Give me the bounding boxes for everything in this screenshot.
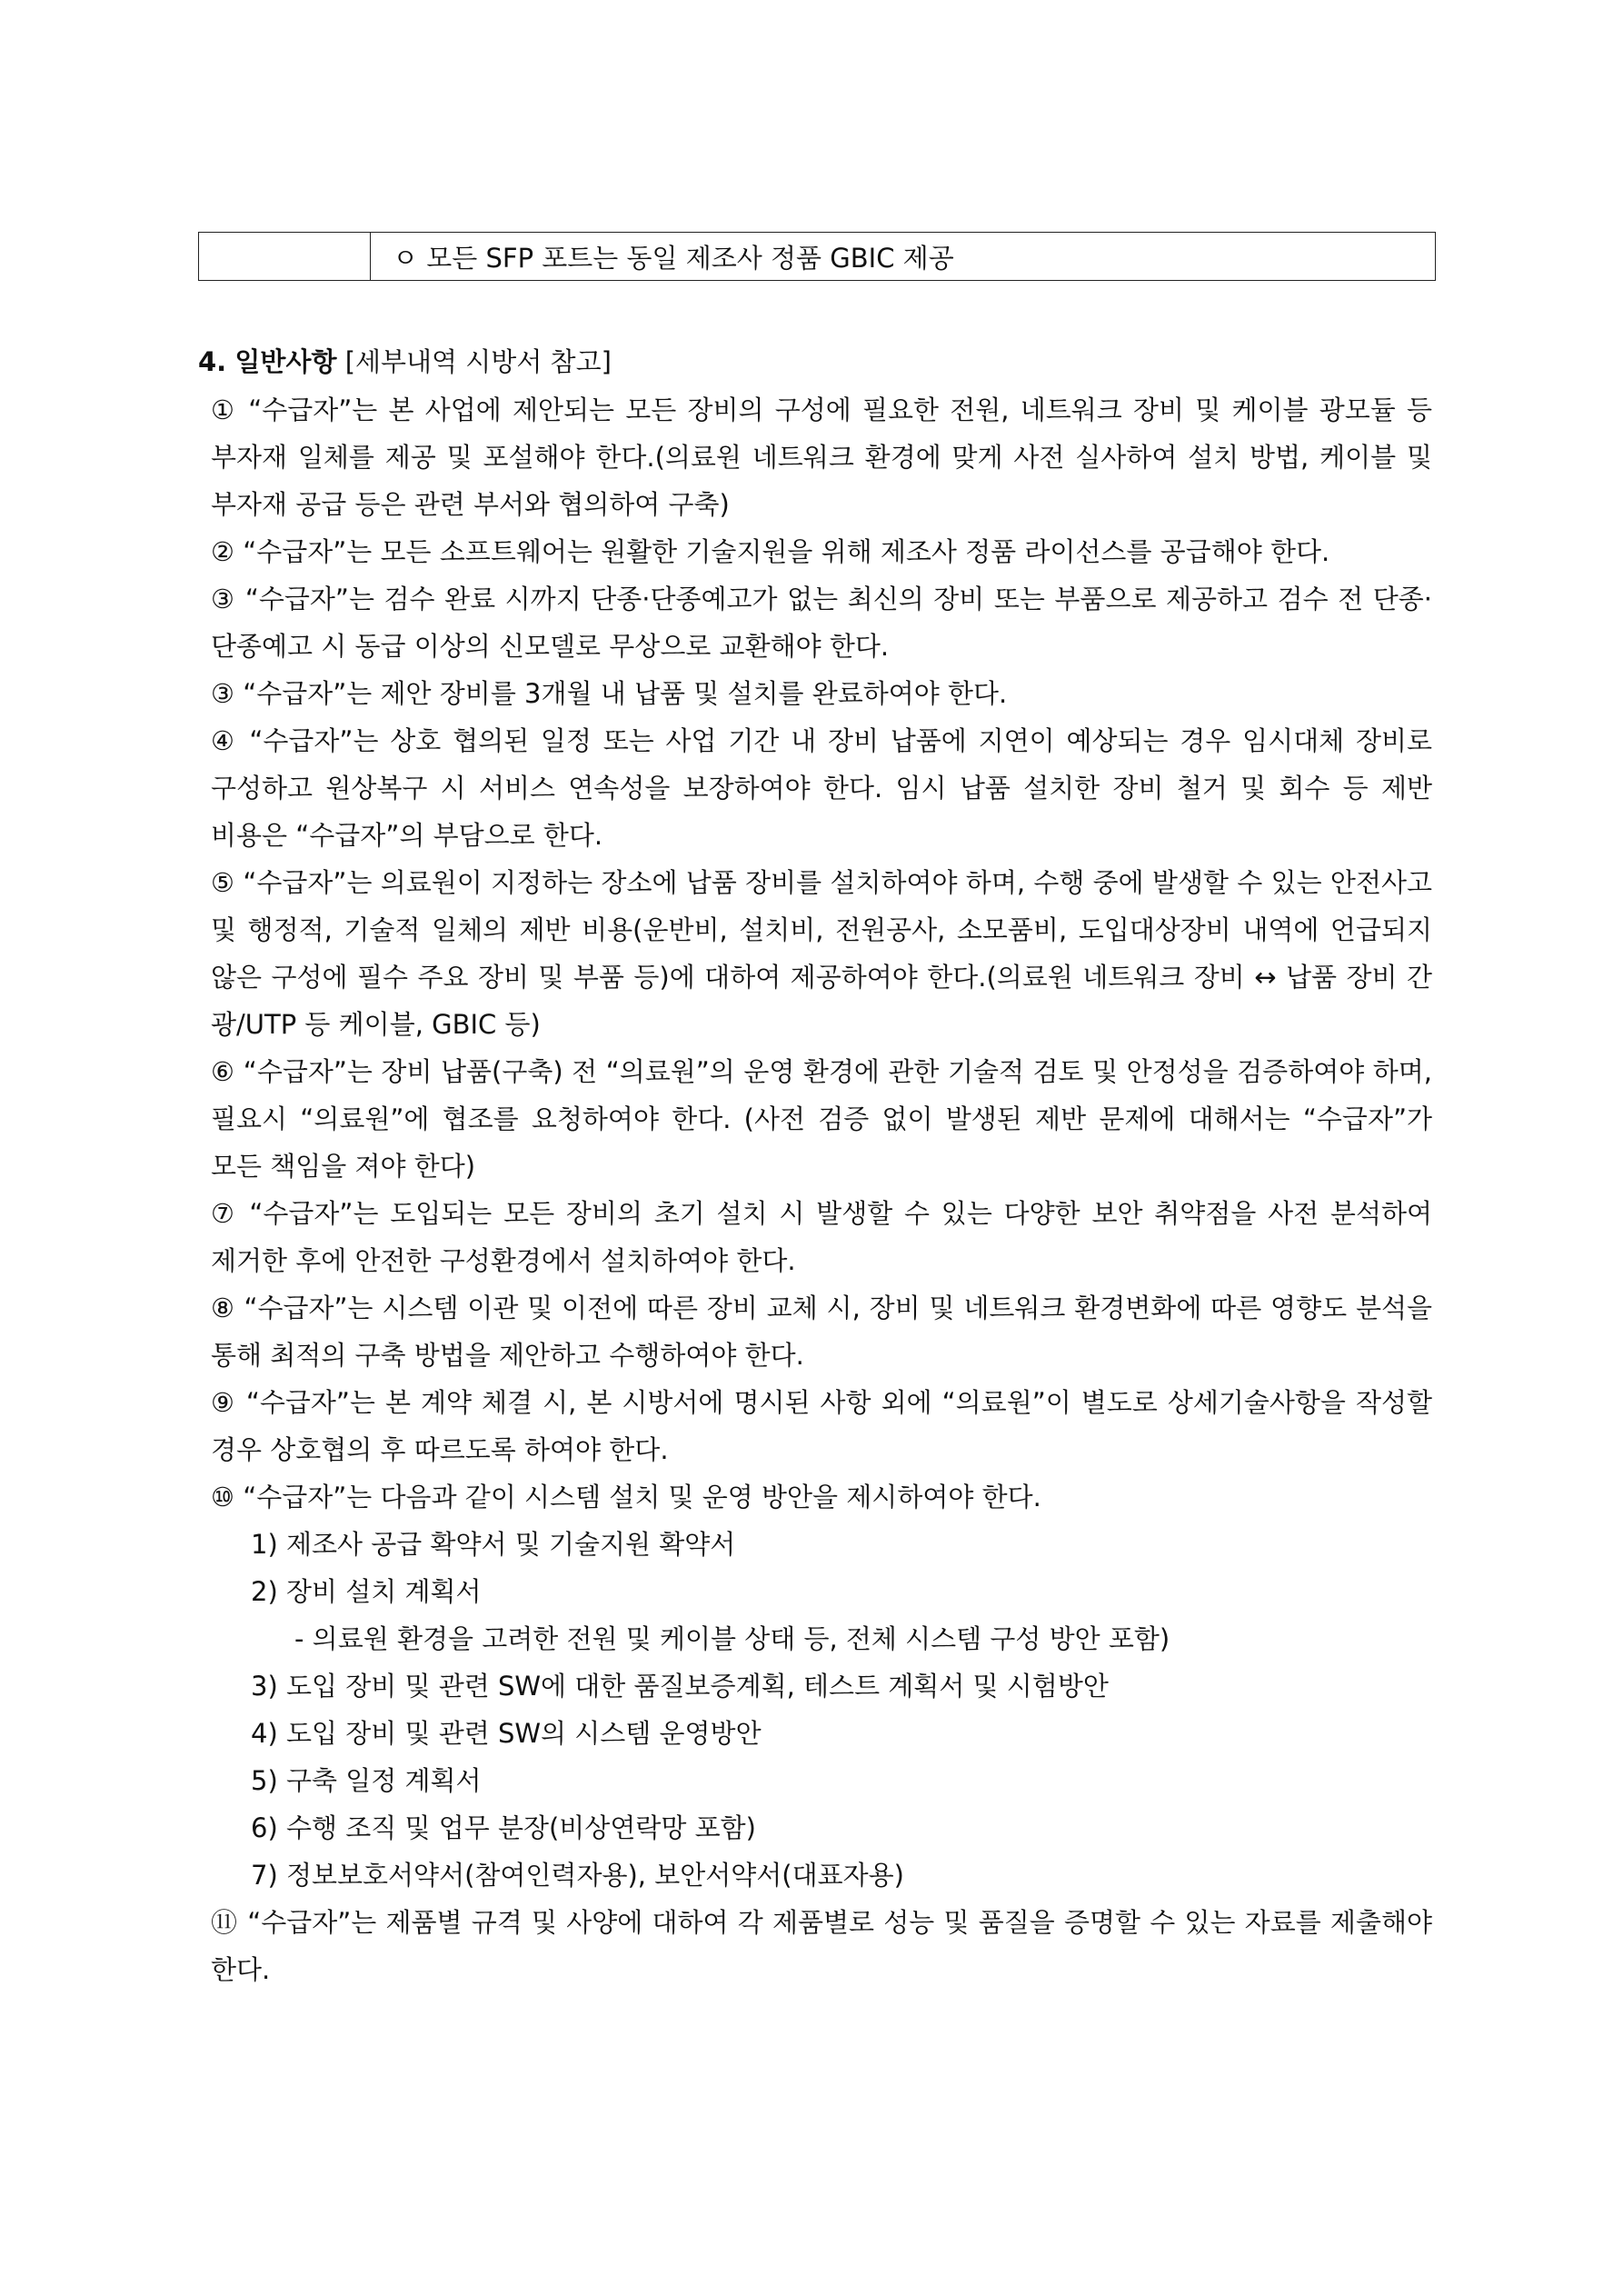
paragraph-11: ⑩ “수급자”는 다음과 같이 시스템 설치 및 운영 방안을 제시하여야 한다.	[211, 1482, 1041, 1512]
table-cell-spec: ㅇ 모든 SFP 포트는 동일 제조사 정품 GBIC 제공	[371, 233, 1436, 281]
paragraph-10: ⑨ “수급자”는 본 계약 체결 시, 본 시방서에 명시된 사항 외에 “의료원”이 별도로 상세기술사항을 작성할 경우 상호협의 후 따르도록 하여야 한다.	[211, 1387, 1432, 1465]
document-page	[198, 232, 1432, 1993]
list-item: - 의료원 환경을 고려한 전원 및 케이블 상태 등, 전체 시스템 구성 방안 포함)	[294, 1623, 1170, 1654]
list-item: 5) 구축 일정 계획서	[251, 1765, 482, 1796]
spec-table	[198, 232, 1436, 281]
section-note: [세부내역 시방서 참고]	[344, 346, 612, 377]
paragraph-1: ① “수급자”는 본 사업에 제안되는 모든 장비의 구성에 필요한 전원, 네트워크 장비 및 케이블 광모듈 등 부자재 일체를 제공 및 포설해야 한다.(의료원 네트워크 환경에 맞게 사전 실사하여 설치 방법, 케이블 및 부자재 공급 등은 관련 부서와 협의하여 구축)	[211, 394, 1432, 520]
paragraph-3: ③ “수급자”는 검수 완료 시까지 단종·단종예고가 없는 최신의 장비 또는 부품으로 제공하고 검수 전 단종·단종예고 시 동급 이상의 신모델로 무상으로 교환해야 한다.	[211, 584, 1432, 662]
paragraph-4: ③ “수급자”는 제안 장비를 3개월 내 납품 및 설치를 완료하여야 한다.	[211, 678, 1008, 709]
list-item: 7) 정보보호서약서(참여인력자용), 보안서약서(대표자용)	[251, 1860, 904, 1891]
list-item: 3) 도입 장비 및 관련 SW에 대한 품질보증계획, 테스트 계획서 및 시험방안	[251, 1671, 1109, 1702]
table-row	[199, 233, 1436, 281]
section-number: 4.	[198, 346, 227, 377]
list-item: 4) 도입 장비 및 관련 SW의 시스템 운영방안	[251, 1718, 762, 1749]
paragraph-5: ④ “수급자”는 상호 협의된 일정 또는 사업 기간 내 장비 납품에 지연이 예상되는 경우 임시대체 장비로 구성하고 원상복구 시 서비스 연속성을 보장하여야 한다. 임시 납품 설치한 장비 철거 및 회수 등 제반 비용은 “수급자”의 부담으로 한다.	[211, 725, 1432, 851]
paragraph-7: ⑥ “수급자”는 장비 납품(구축) 전 “의료원”의 운영 환경에 관한 기술적 검토 및 안정성을 검증하여야 하며, 필요시 “의료원”에 협조를 요청하여야 한다. (사전 검증 없이 발생된 제반 문제에 대해서는 “수급자”가 모든 책임을 져야 한다)	[211, 1056, 1432, 1182]
paragraph-9: ⑧ “수급자”는 시스템 이관 및 이전에 따른 장비 교체 시, 장비 및 네트워크 환경변화에 따른 영향도 분석을 통해 최적의 구축 방법을 제안하고 수행하여야 한다.	[211, 1293, 1432, 1371]
paragraph-6: ⑤ “수급자”는 의료원이 지정하는 장소에 납품 장비를 설치하여야 하며, 수행 중에 발생할 수 있는 안전사고 및 행정적, 기술적 일체의 제반 비용(운반비, 설치비, 전원공사, 소모품비, 도입대상장비 내역에 언급되지 않은 구성에 필수 주요 장비 및 부품 등)에 대하여 제공하여야 한다.(의료원 네트워크 장비 ↔ 납품 장비 간 광/UTP 등 케이블, GBIC 등)	[211, 867, 1432, 1040]
paragraph-8: ⑦ “수급자”는 도입되는 모든 장비의 초기 설치 시 발생할 수 있는 다양한 보안 취약점을 사전 분석하여 제거한 후에 안전한 구성환경에서 설치하여야 한다.	[211, 1198, 1432, 1276]
list-item: 2) 장비 설치 계획서	[251, 1576, 482, 1607]
list-item: 1) 제조사 공급 확약서 및 기술지원 확약서	[251, 1529, 736, 1560]
paragraph-list	[198, 386, 1432, 1521]
final-paragraph: ⑪ “수급자”는 제품별 규격 및 사양에 대하여 각 제품별로 성능 및 품질을 증명할 수 있는 자료를 제출해야 한다.	[211, 1907, 1432, 1985]
sublist	[198, 1521, 1432, 1899]
section-title: 일반사항	[234, 346, 337, 377]
table-cell-label	[199, 233, 371, 281]
list-item: 6) 수행 조직 및 업무 분장(비상연락망 포함)	[251, 1812, 756, 1843]
paragraph-2: ② “수급자”는 모든 소프트웨어는 원활한 기술지원을 위해 제조사 정품 라이선스를 공급해야 한다.	[211, 536, 1330, 567]
section-heading	[198, 337, 1432, 386]
